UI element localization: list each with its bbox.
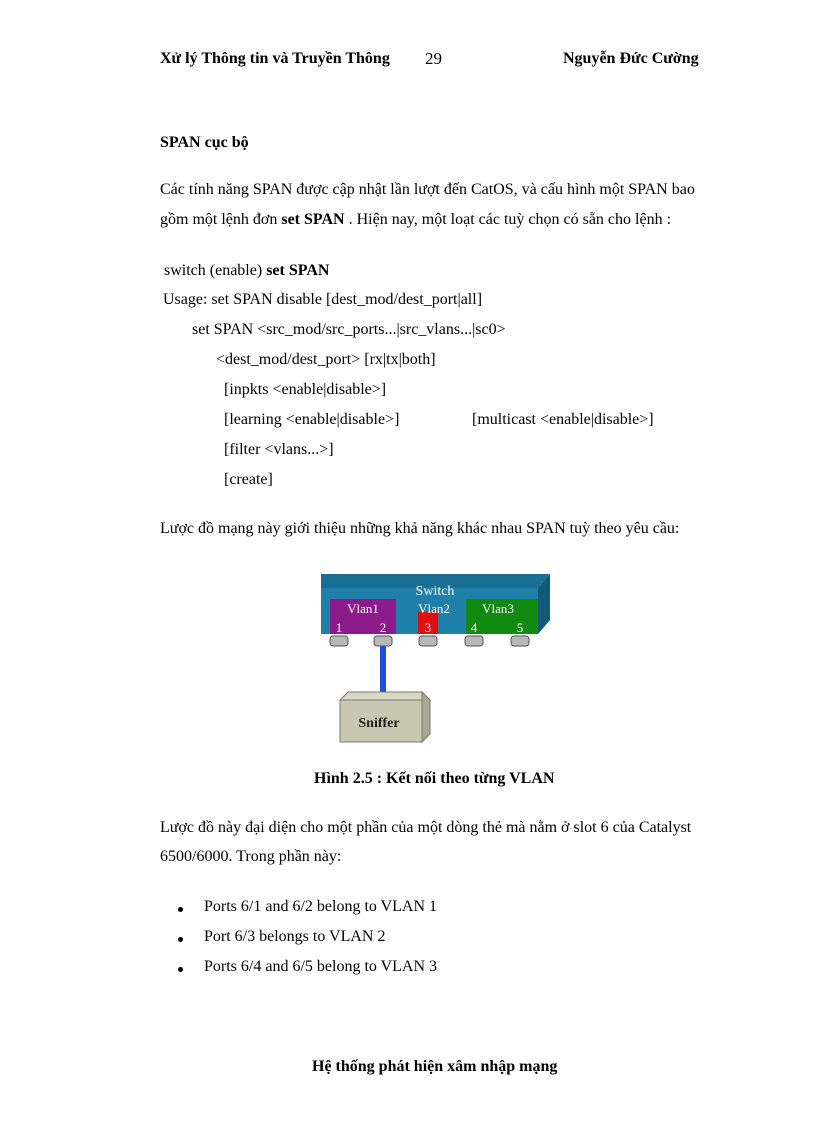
port-connector-4 [465, 636, 483, 646]
sniffer-label: Sniffer [358, 716, 400, 731]
code-line-5: [inpkts <enable|disable>] [224, 381, 387, 398]
page-number: 29 [425, 49, 442, 68]
code-line-7: [filter <vlans...>] [224, 441, 334, 458]
footer-title: Hệ thống phát hiện xâm nhập mạng [312, 1058, 558, 1075]
vlan2-label: Vlan2 [418, 601, 450, 616]
section-title: SPAN cục bộ [160, 134, 249, 151]
para2-line-2: 6500/6000. Trong phần này: [160, 848, 342, 865]
code-line-2: Usage: set SPAN disable [dest_mod/dest_port|all] [163, 291, 483, 308]
sniffer-top [340, 692, 430, 700]
port-label-4: 4 [470, 620, 478, 635]
figure-caption: Hình 2.5 : Kết nối theo từng VLAN [314, 770, 555, 787]
port-label-5: 5 [516, 620, 524, 635]
port-connector-3 [419, 636, 437, 646]
port-connector-1 [330, 636, 348, 646]
intro-text-end: . Hiện nay, một loạt các tuỳ chọn có sẵn cho lệnh : [344, 211, 672, 228]
port-connector-5 [511, 636, 529, 646]
header-title-left: Xử lý Thông tin và Truyền Thông [160, 50, 390, 67]
sniffer-side [422, 692, 430, 742]
code-line-4: <dest_mod/dest_port> [rx|tx|both] [216, 351, 436, 368]
header-author: Nguyễn Đức Cường [563, 50, 699, 67]
code-command: set SPAN [266, 262, 330, 279]
code-line-8: [create] [224, 471, 273, 488]
bullet-dot [178, 937, 183, 942]
bullet-dot [178, 907, 183, 912]
intro-command: set SPAN [281, 211, 345, 228]
vlan3-label: Vlan3 [482, 601, 514, 616]
intro-line-2 [160, 211, 671, 229]
para2-line-1: Lược đồ này đại diện cho một phần của một dòng thẻ mà nằm ở slot 6 của Catalyst [160, 819, 692, 836]
code-prompt: switch (enable) [164, 262, 267, 279]
port-label-2: 2 [379, 620, 387, 635]
diagram-intro: Lược đồ mạng này giới thiệu những khả năng khác nhau SPAN tuỳ theo yêu cầu: [160, 520, 680, 537]
bullet-item-1: Ports 6/1 and 6/2 belong to VLAN 1 [204, 898, 438, 915]
port-label-1: 1 [335, 620, 343, 635]
intro-line-1: Các tính năng SPAN được cập nhật lần lượt đến CatOS, và cấu hình một SPAN bao [160, 181, 695, 198]
bullet-item-3: Ports 6/4 and 6/5 belong to VLAN 3 [204, 958, 438, 975]
bullet-item-2: Port 6/3 belongs to VLAN 2 [204, 928, 386, 945]
vlan1-label: Vlan1 [347, 601, 379, 616]
code-line-3: set SPAN <src_mod/src_ports...|src_vlans...|sc0> [192, 321, 506, 338]
code-line-1 [164, 262, 329, 280]
code-line-6a: [learning <enable|disable>] [224, 411, 400, 428]
bullet-dot [178, 967, 183, 972]
switch-label: Switch [415, 584, 455, 599]
code-line-6b: [multicast <enable|disable>] [472, 411, 654, 428]
port-label-3: 3 [424, 620, 432, 635]
port-connector-2 [374, 636, 392, 646]
intro-text: gồm một lệnh đơn [160, 211, 282, 228]
vlan-span-diagram [318, 562, 554, 748]
